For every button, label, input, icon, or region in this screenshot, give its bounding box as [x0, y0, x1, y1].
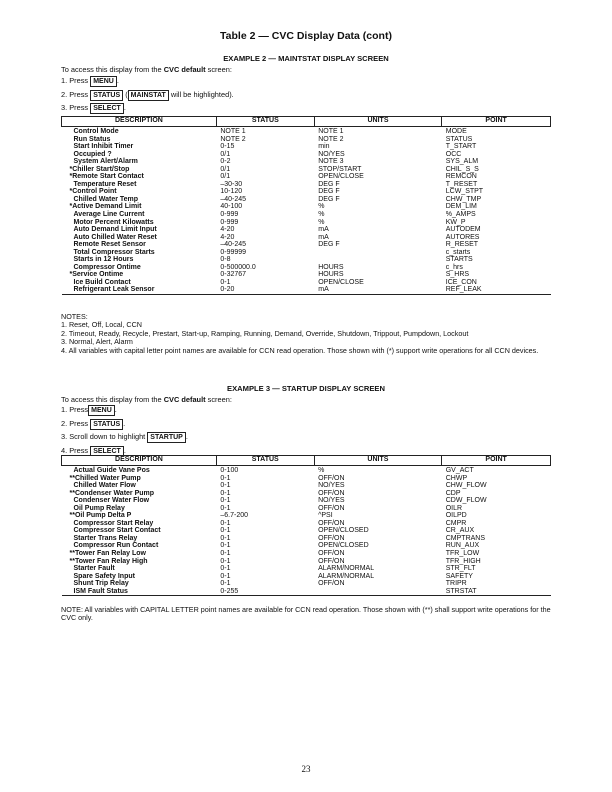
cell-units — [314, 249, 442, 257]
cell-status: 0-1 — [220, 474, 231, 482]
cell-units: mA — [318, 286, 329, 294]
cell-description: Starts in 12 Hours — [73, 256, 134, 264]
cell-status: 0-1 — [220, 550, 231, 558]
cell-status: –6.7-200 — [220, 512, 249, 520]
key-startup: STARTUP — [147, 432, 186, 443]
cell-units: ^PSI — [318, 512, 333, 520]
cell-point: ICE_CON — [445, 278, 477, 286]
cell-point: RUN_AUX — [445, 542, 480, 550]
intro-bold: CVC default — [163, 65, 206, 74]
table-row — [62, 271, 551, 279]
table-row — [62, 286, 551, 294]
cell-status: NOTE 2 — [220, 135, 246, 143]
cell-description: Occupied ? — [73, 150, 112, 158]
cell-status: 0-1 — [220, 565, 231, 573]
cell-point: STR_FLT — [445, 565, 476, 573]
column-header-point: POINT — [442, 456, 551, 466]
cell-status: 10-120 — [220, 188, 243, 196]
cell-description: Total Compressor Starts — [73, 248, 155, 256]
example3-note: NOTE: All variables with CAPITAL LETTER point names are available for CCN read operation. Those shown with (**) shall support write operations for the CVC only. — [61, 605, 551, 623]
cell-point: SYS_ALM — [445, 158, 479, 166]
cell-units: OPEN/CLOSED — [318, 542, 369, 550]
table-row — [62, 249, 551, 257]
cell-point: LCW_STPT — [445, 188, 484, 196]
cell-description: **Chilled Water Pump — [69, 474, 141, 482]
page-title: Table 2 — CVC Display Data (cont) — [220, 30, 392, 42]
cell-units: DEG F — [318, 241, 340, 249]
table-row — [62, 196, 551, 204]
cell-units — [314, 588, 442, 596]
cell-units: OFF/ON — [318, 474, 345, 482]
cell-status: 0/1 — [220, 150, 231, 158]
cell-description: Chilled Water Flow — [73, 482, 136, 490]
cell-status: 0-999 — [220, 211, 239, 219]
maintstat-table — [61, 116, 551, 295]
cell-units: mA — [318, 233, 329, 241]
note-item: 2. Timeout, Ready, Recycle, Prestart, Start-up, Ramping, Running, Demand, Override, Shutdown, Trippout, Pumpdown, Lockout — [61, 328, 469, 338]
cell-units: DEG F — [318, 195, 340, 203]
cell-point: CDW_FLOW — [445, 497, 487, 505]
cell-description: Ice Build Contact — [73, 278, 131, 286]
table-row — [62, 542, 551, 550]
cell-units: OFF/ON — [318, 534, 345, 542]
cell-status: 0-1 — [220, 497, 231, 505]
cell-point: MODE — [445, 128, 467, 135]
cell-description: Compressor Ontime — [73, 263, 141, 271]
table-row — [62, 512, 551, 520]
cell-status: 0-255 — [220, 587, 239, 595]
step-number: 2. — [61, 418, 68, 428]
table-row — [62, 580, 551, 588]
step-item — [61, 430, 188, 444]
step-number: 3. — [61, 103, 68, 112]
step-text-end: . — [123, 103, 126, 112]
table-row — [62, 188, 551, 196]
step-text: Press — [69, 103, 91, 112]
cell-units: OFF/ON — [318, 519, 345, 527]
cell-description: **Tower Fan Relay High — [69, 557, 148, 565]
cell-description: *Chiller Start/Stop — [69, 165, 130, 173]
step-text: Press — [69, 89, 91, 99]
table-row — [62, 527, 551, 535]
note-item: 1. Reset, Off, Local, CCN — [61, 320, 142, 330]
step-text: Press — [69, 76, 91, 85]
cell-status: 0-20 — [220, 286, 235, 294]
cell-status: NOTE 1 — [220, 128, 246, 135]
note-item: 3. Normal, Alert, Alarm — [61, 337, 133, 347]
cell-point: GV_ACT — [445, 467, 474, 474]
cell-description: Oil Pump Relay — [73, 504, 125, 512]
example2-title: EXAMPLE 2 — MAINTSTAT DISPLAY SCREEN — [223, 54, 389, 63]
step-item — [61, 403, 188, 417]
table-row — [62, 466, 551, 475]
column-header-point: POINT — [442, 117, 551, 127]
cell-description: Starter Trans Relay — [73, 534, 138, 542]
intro-text-end: screen: — [205, 395, 232, 404]
cell-units: DEG F — [318, 188, 340, 196]
cell-point: CR_AUX — [445, 527, 475, 535]
cell-description: Actual Guide Vane Pos — [73, 467, 150, 474]
cell-status: 0-1 — [220, 504, 231, 512]
column-header-units: UNITS — [314, 456, 442, 466]
cell-units: OFF/ON — [318, 504, 345, 512]
step-text: Press — [69, 418, 91, 428]
table-row — [62, 151, 551, 159]
step-item — [61, 74, 234, 88]
cell-point: TFR_HIGH — [445, 557, 481, 565]
startup-table — [61, 455, 551, 596]
table-row — [62, 241, 551, 249]
step-text-end: . — [123, 418, 126, 428]
cell-description: Chilled Water Temp — [73, 195, 139, 203]
cell-status: 0-1 — [220, 519, 231, 527]
cell-status: –30-30 — [220, 180, 243, 188]
table-row — [62, 475, 551, 483]
cell-status: 0-8 — [220, 256, 231, 264]
cell-status: 0/1 — [220, 165, 231, 173]
cell-status: 0-1 — [220, 278, 231, 286]
cell-point: CHIL_S_S — [445, 165, 479, 173]
key-menu: MENU — [90, 76, 117, 87]
cell-point: c_starts — [445, 248, 471, 256]
cell-description: *Service Ontime — [69, 271, 124, 279]
table-row — [62, 166, 551, 174]
cell-point: T_START — [445, 143, 477, 151]
cell-description: Start Inhibit Timer — [73, 143, 134, 151]
key-select: SELECT — [90, 103, 124, 114]
cell-units: NO/YES — [318, 150, 345, 158]
example2-steps — [61, 74, 234, 115]
cell-units: NO/YES — [318, 482, 345, 490]
step-text-end: will be highlighted). — [168, 89, 234, 99]
intro-text-end: screen: — [205, 65, 232, 74]
cell-point: CDP — [445, 489, 461, 497]
cell-units: NOTE 2 — [318, 135, 344, 143]
cell-status: 0-1 — [220, 542, 231, 550]
cell-units: OFF/ON — [318, 550, 345, 558]
cell-units: NOTE 3 — [318, 158, 344, 166]
cell-description: *Active Demand Limit — [69, 203, 142, 211]
cell-status: 0-1 — [220, 557, 231, 565]
cell-units: HOURS — [318, 263, 344, 271]
cell-units: DEG F — [318, 180, 340, 188]
table-row — [62, 520, 551, 528]
cell-units: ALARM/NORMAL — [318, 572, 375, 580]
cell-description: Compressor Run Contact — [73, 542, 159, 550]
cell-status: 0-1 — [220, 534, 231, 542]
cell-point: c_hrs — [445, 263, 463, 271]
cell-units: OPEN/CLOSED — [318, 527, 369, 535]
cell-units: OPEN/CLOSE — [318, 173, 364, 181]
table-row — [62, 203, 551, 211]
cell-description: Starter Fault — [73, 565, 115, 573]
cell-point: R_RESET — [445, 241, 479, 249]
cell-units: NO/YES — [318, 497, 345, 505]
step-number: 2. — [61, 89, 68, 99]
cell-point: CHW_FLOW — [445, 482, 487, 490]
key-status: STATUS — [90, 90, 123, 101]
cell-units: mA — [318, 226, 329, 234]
table-header-row — [62, 456, 551, 466]
cell-description: Auto Chilled Water Reset — [73, 233, 157, 241]
table-row — [62, 482, 551, 490]
cell-description: Condenser Water Flow — [73, 497, 150, 505]
cell-units: NOTE 1 — [318, 128, 344, 135]
cell-status: 0-2 — [220, 158, 231, 166]
step-text-end: . — [185, 432, 188, 441]
table-row — [62, 573, 551, 581]
step-number: 4. — [61, 445, 68, 455]
cell-description: Run Status — [73, 135, 111, 143]
table-row — [62, 558, 551, 566]
cell-status: 4-20 — [220, 233, 235, 241]
cell-units: ALARM/NORMAL — [318, 565, 375, 573]
cell-point: T_RESET — [445, 180, 478, 188]
cell-description: ISM Fault Status — [73, 587, 128, 595]
table-row — [62, 550, 551, 558]
cell-status: 0-1 — [220, 580, 231, 588]
cell-units — [314, 256, 442, 264]
column-header-description: DESCRIPTION — [62, 117, 217, 127]
cell-status: –40-245 — [220, 195, 247, 203]
cell-point: OCC — [445, 150, 462, 158]
cell-units: % — [318, 211, 325, 219]
cell-point: TFR_LOW — [445, 550, 480, 558]
table-row — [62, 181, 551, 189]
cell-status: 0-15 — [220, 143, 235, 151]
cell-point: TRIPR — [445, 580, 467, 588]
step-text: Press — [69, 405, 89, 414]
cell-status: 0-99999 — [220, 248, 247, 256]
step-text-end: . — [114, 405, 117, 414]
cell-units: OFF/ON — [318, 557, 345, 565]
cell-point: STATUS — [445, 135, 473, 143]
cell-status: 40-100 — [220, 203, 243, 211]
cell-status: 0/1 — [220, 173, 231, 181]
cell-status: 0-1 — [220, 489, 231, 497]
step-text: Scroll down to highlight — [69, 432, 148, 441]
table-row — [62, 136, 551, 144]
page-number: 23 — [301, 764, 311, 774]
cell-description: Refrigerant Leak Sensor — [73, 286, 155, 294]
intro-text: To access this display from the — [61, 65, 164, 74]
cell-description: Shunt Trip Relay — [73, 580, 129, 588]
example2-notes — [61, 313, 551, 355]
cell-point: S_HRS — [445, 271, 470, 279]
table-row — [62, 535, 551, 543]
key-select: SELECT — [90, 446, 124, 457]
table-row — [62, 588, 551, 596]
table-row — [62, 279, 551, 287]
note-item: 4. All variables with capital letter point names are available for CCN read operation. Those shown with (*) support write operations for all CCN devices. — [61, 345, 539, 355]
intro-bold: CVC default — [163, 395, 206, 404]
cell-status: –40-245 — [220, 241, 247, 249]
cell-status: 0-1 — [220, 482, 231, 490]
key-menu: MENU — [88, 405, 115, 416]
cell-status: 0-999 — [220, 218, 239, 226]
step-text: ( — [123, 89, 128, 99]
cell-point: SAFETY — [445, 572, 473, 580]
cell-units: % — [318, 203, 325, 211]
intro-text: To access this display from the — [61, 395, 164, 404]
column-header-status: STATUS — [216, 117, 314, 127]
cell-point: AUTORES — [445, 233, 480, 241]
cell-status: 4-20 — [220, 226, 235, 234]
table-row — [62, 264, 551, 272]
cell-units: OPEN/CLOSE — [318, 278, 364, 286]
cell-description: Average Line Current — [73, 211, 145, 219]
cell-status: 0-1 — [220, 572, 231, 580]
cell-units: OFF/ON — [318, 489, 345, 497]
cell-point: STARTS — [445, 256, 473, 264]
table-row — [62, 565, 551, 573]
cell-description: **Tower Fan Relay Low — [69, 550, 146, 558]
cell-point: REF_LEAK — [445, 286, 482, 294]
cell-description: Auto Demand Limit Input — [73, 226, 157, 234]
cell-status: 0-100 — [220, 467, 239, 474]
cell-point: STRSTAT — [445, 587, 477, 595]
cell-point: OILPD — [445, 512, 467, 520]
cell-units: STOP/START — [318, 165, 362, 173]
example3-title: EXAMPLE 3 — STARTUP DISPLAY SCREEN — [227, 384, 385, 393]
cell-point: KW_P — [445, 218, 466, 226]
step-text-end: . — [116, 76, 119, 85]
table-header-row — [62, 117, 551, 127]
cell-description: Spare Safety Input — [73, 572, 135, 580]
step-text-end: . — [123, 445, 126, 455]
column-header-description: DESCRIPTION — [62, 456, 217, 466]
cell-description: Remote Reset Sensor — [73, 241, 146, 249]
table-row — [62, 219, 551, 227]
table-row — [62, 173, 551, 181]
key-status: STATUS — [90, 419, 123, 430]
notes-heading: NOTES: — [61, 312, 88, 321]
example3-steps — [61, 403, 188, 457]
cell-units: % — [318, 218, 325, 226]
cell-status: 0-500000.0 — [220, 263, 256, 271]
table-row — [62, 158, 551, 166]
cell-description: *Control Point — [69, 188, 117, 196]
cell-status: 0-32767 — [220, 271, 247, 279]
cell-units: HOURS — [318, 271, 344, 279]
cell-units: OFF/ON — [318, 580, 345, 588]
table-row — [62, 211, 551, 219]
cell-description: Control Mode — [73, 128, 119, 135]
step-item — [61, 417, 188, 431]
cell-description: Motor Percent Kilowatts — [73, 218, 154, 226]
step-text: Press — [69, 445, 91, 455]
step-item — [61, 88, 234, 102]
key-mainstat: MAINSTAT — [128, 90, 169, 101]
cell-units: min — [318, 143, 330, 151]
cell-point: REMCON — [445, 173, 477, 181]
cell-point: CMPTRANS — [445, 534, 486, 542]
column-header-status: STATUS — [216, 456, 314, 466]
cell-description: **Oil Pump Delta P — [69, 512, 132, 520]
table-row — [62, 234, 551, 242]
step-number: 3. — [61, 432, 68, 441]
table-row — [62, 490, 551, 498]
table-row — [62, 127, 551, 136]
cell-point: AUTODEM — [445, 226, 481, 234]
table-row — [62, 497, 551, 505]
step-item — [61, 101, 234, 115]
step-number: 1. — [61, 76, 68, 85]
example2-intro — [61, 65, 232, 74]
cell-point: CHWP — [445, 474, 468, 482]
cell-units: % — [318, 467, 325, 474]
cell-description: Compressor Start Contact — [73, 527, 161, 535]
table-row — [62, 226, 551, 234]
table-row — [62, 256, 551, 264]
column-header-units: UNITS — [314, 117, 442, 127]
cell-description: **Condenser Water Pump — [69, 489, 155, 497]
cell-point: DEM_LIM — [445, 203, 477, 211]
cell-point: OILR — [445, 504, 463, 512]
cell-point: %_AMPS — [445, 211, 476, 219]
cell-description: Temperature Reset — [73, 180, 137, 188]
table-row — [62, 143, 551, 151]
cell-point: CMPR — [445, 519, 467, 527]
cell-point: CHW_TMP — [445, 195, 482, 203]
cell-status: 0-1 — [220, 527, 231, 535]
table-row — [62, 505, 551, 513]
cell-description: Compressor Start Relay — [73, 519, 154, 527]
step-number: 1. — [61, 405, 68, 414]
cell-description: System Alert/Alarm — [73, 158, 138, 166]
cell-description: *Remote Start Contact — [69, 173, 144, 181]
